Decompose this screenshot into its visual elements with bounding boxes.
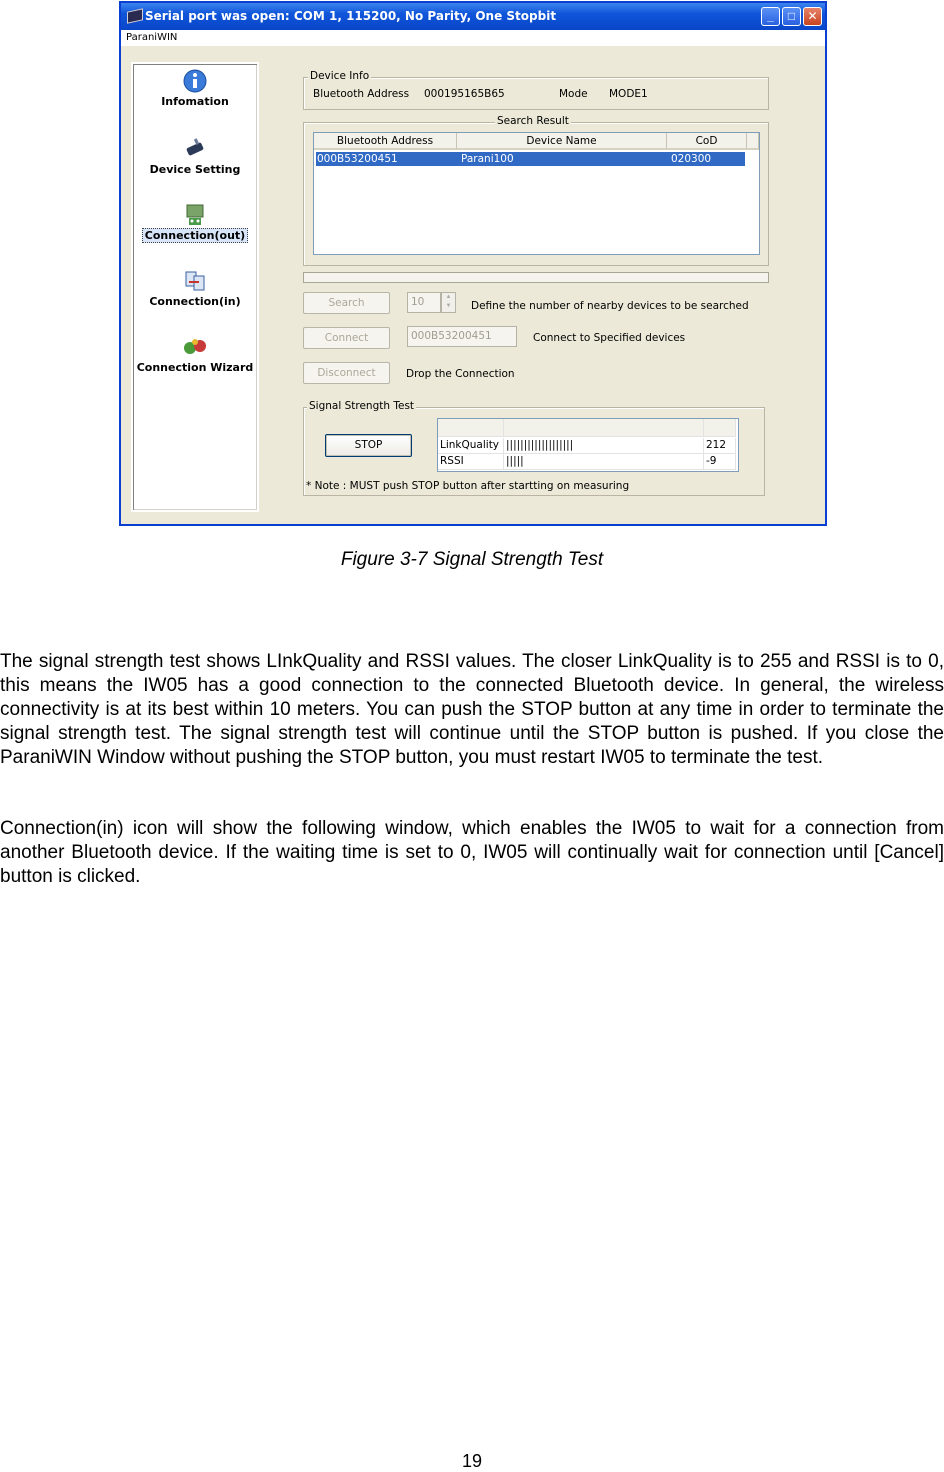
mode-label: Mode [559,88,588,100]
connect-button[interactable]: Connect [303,327,390,349]
bt-address-value: 000195165B65 [424,88,505,100]
row-device-name: Parani100 [461,153,514,165]
sidebar-item-connection-in[interactable] [133,268,257,308]
signal-grid [437,418,739,472]
mode-value: MODE1 [609,88,648,100]
search-result-group [303,115,769,266]
title-bar[interactable] [121,3,825,30]
sidebar-item-information[interactable] [133,68,257,108]
grid-header-cell [438,419,504,437]
connection-in-icon [181,268,209,294]
menu-paraniwin[interactable]: ParaniWIN [126,32,178,43]
signal-strength-group [303,400,765,496]
minimize-button[interactable]: _ [761,7,780,26]
linkquality-value: 212 [704,438,736,454]
sidebar-item-label: Connection(in) [149,295,241,308]
sidebar-item-connection-wizard[interactable] [133,334,257,374]
grid-header-cell [704,419,736,437]
search-button[interactable]: Search [303,292,390,314]
stop-button[interactable]: STOP [325,434,412,457]
column-header-cod[interactable]: CoD [667,133,747,150]
row-cod: 020300 [671,153,712,165]
linkquality-bar: ||||||||||||||||||| [504,438,704,454]
disconnect-description: Drop the Connection [406,368,515,380]
linkquality-label: LinkQuality [438,438,504,454]
device-info-legend: Device Info [310,70,370,82]
search-result-list[interactable] [313,132,760,255]
sidebar-item-label: Device Setting [149,163,241,176]
maximize-button[interactable]: □ [782,7,801,26]
sidebar-item-label: Connection Wizard [136,361,254,374]
client-area [121,46,825,524]
page-number: 19 [461,1451,483,1471]
sidebar [131,62,259,512]
device-icon [181,136,209,162]
bt-address-label: Bluetooth Address [313,88,410,100]
row-address: 000B53200451 [317,153,398,165]
table-row[interactable] [316,152,745,166]
measurement-note: * Note : MUST push STOP button after startting on measuring [306,480,630,492]
wizard-icon [181,334,209,360]
sidebar-item-device-setting[interactable] [133,136,257,176]
figure-caption: Figure 3-7 Signal Strength Test [340,549,604,570]
window-title: Serial port was open: COM 1, 115200, No Parity, One Stopbit [145,9,557,23]
rssi-label: RSSI [438,454,504,470]
search-description: Define the number of nearby devices to be searched [471,300,749,312]
connection-out-icon [181,202,209,228]
paraniwin-window [119,1,827,526]
search-count-input[interactable]: 10 [407,292,441,313]
connect-description: Connect to Specified devices [533,332,686,344]
device-info-group [303,70,769,110]
search-count-spinner[interactable]: ▲ ▼ [441,292,456,313]
sidebar-item-connection-out[interactable] [133,202,257,242]
disconnect-button[interactable]: Disconnect [303,362,390,384]
sidebar-item-label: Infomation [161,95,229,108]
rssi-value: -9 [704,454,736,470]
signal-strength-legend: Signal Strength Test [309,400,415,412]
paragraph-connection-in: Connection(in) icon will show the following window, which enables the IW05 to wait for a connection from another Bluetooth device. If the waiting time is set to 0, IW05 will continually wait for connection until [Cancel] button is clicked. [0,818,944,887]
paragraph-signal-strength: The signal strength test shows LInkQuality and RSSI values. The closer LinkQuality is to 255 and RSSI is to 0, this means the IW05 has a good connection to the connected Bluetooth device. In general, the wireless connectivity is at its best within 10 meters. You can push the STOP button at any time in order to terminate the signal strength test. The signal strength test will continue until the STOP button is pushed. If you close the ParaniWIN Window without pushing the STOP button, you must restart IW05 to terminate the test. [0,651,944,768]
app-icon [127,8,143,23]
search-result-legend: Search Result [497,115,569,127]
progress-bar [303,272,769,283]
menu-bar [121,30,825,46]
column-header-device-name[interactable]: Device Name [457,133,667,150]
info-icon [181,68,209,94]
column-header-filler [747,133,759,150]
sidebar-item-label: Connection(out) [142,228,248,243]
rssi-bar: ||||| [504,454,704,470]
column-header-address[interactable]: Bluetooth Address [314,133,457,150]
connect-address-input[interactable]: 000B53200451 [407,326,517,347]
close-button[interactable]: ✕ [803,7,822,26]
grid-header-cell [504,419,704,437]
